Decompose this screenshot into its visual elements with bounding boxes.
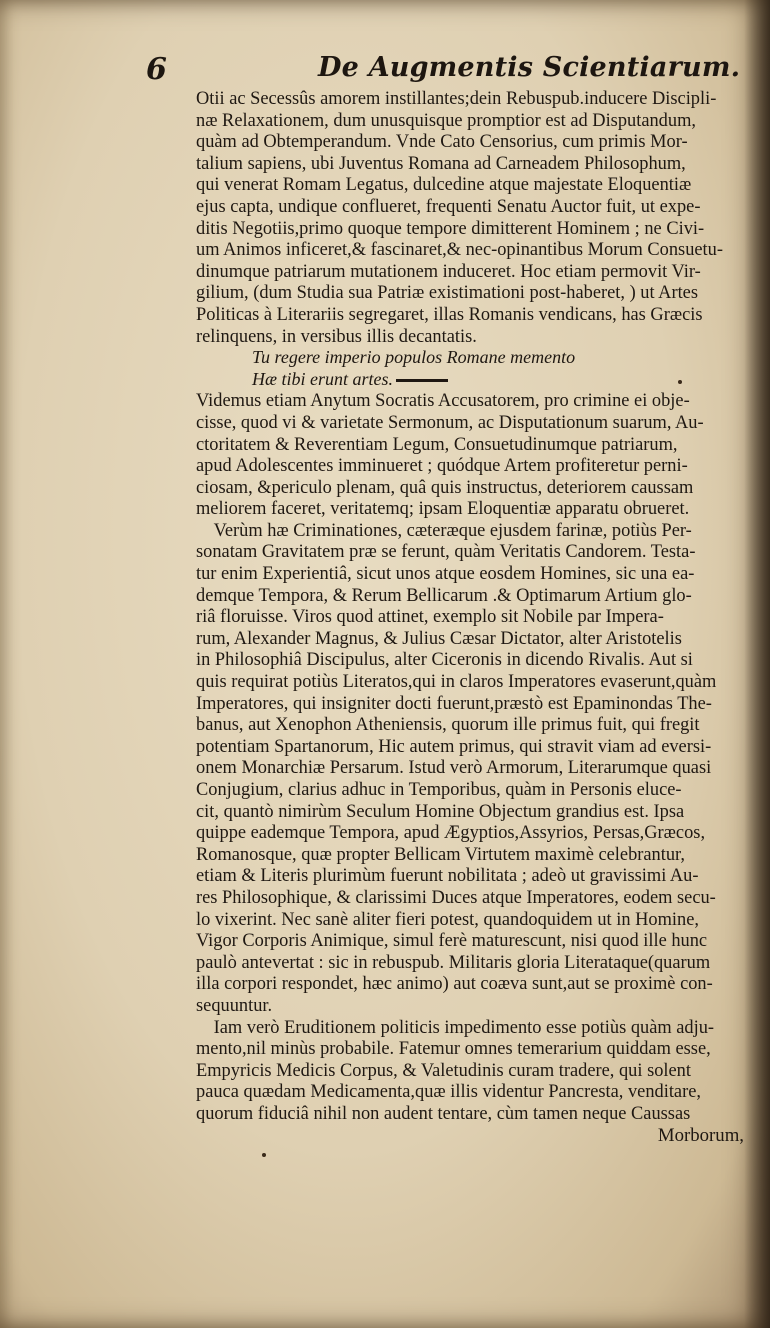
- text-line: demque Tempora, & Rerum Bellicarum .& Optimarum Artium glo-: [196, 584, 692, 606]
- text-line: Romanosque, quæ propter Bellicam Virtutem maximè celebrantur,: [196, 843, 686, 865]
- paragraph-start: Verùm hæ Criminationes, cæteræque ejusdem farinæ, potiùs Per-: [213, 519, 692, 541]
- verse-text: Tu regere imperio populos Romane memento: [252, 347, 576, 368]
- text-line: in Philosophiâ Discipulus, alter Ciceronis in dicendo Rivalis. Aut si: [196, 649, 693, 671]
- text-line: quorum fiduciâ nihil non audent tentare, cùm tamen neque Caussas: [196, 1102, 691, 1124]
- text-line: res Philosophique, & clarissimi Duces atque Imperatores, eodem secu-: [196, 886, 716, 908]
- running-title: De Augmentis Scientiarum.: [318, 52, 741, 83]
- text-line: Conjugium, clarius adhuc in Temporibus, quàm in Personis eluce-: [196, 779, 682, 800]
- text-line: gilium, (dum Studia sua Patriæ existimationi post-haberet, ) ut Artes: [196, 282, 699, 304]
- text-line: qui venerat Romam Legatus, dulcedine atque majestate Eloquentiæ: [196, 174, 692, 196]
- text-line: tur enim Experientiâ, sicut unos atque eosdem Homines, sic una ea-: [196, 563, 695, 585]
- text-line: banus, aut Xenophon Atheniensis, quorum ille primus fuit, qui fregit: [196, 714, 700, 736]
- text-line: onem Monarchiæ Persarum. Istud verò Armorum, Literarumque quasi: [196, 757, 712, 779]
- text-line: quippe eademque Tempora, apud Ægyptios,Assyrios, Persas,Græcos,: [196, 822, 706, 844]
- text-line: etiam & Literis plurimùm fuerunt nobilitata ; adeò ut gravissimi Au-: [196, 865, 699, 887]
- rule-line: [396, 379, 448, 382]
- text-line: cit, quantò nimirùm Seculum Homine Objectum grandius est. Ipsa: [196, 800, 685, 822]
- paragraph-start: Iam verò Eruditionem politicis impedimento esse potiùs quàm adju-: [213, 1016, 715, 1038]
- text-line: paulò antevertat : sic in rebuspub. Militaris gloria Literataque(quarum: [196, 951, 711, 973]
- text-line: Videmus etiam Anytum Socratis Accusatorem, pro crimine ei obje-: [196, 390, 690, 412]
- text-line: ctoritatem & Reverentiam Legum, Consuetudinumque patriarum,: [196, 433, 678, 455]
- text-line: sequuntur.: [196, 994, 273, 1016]
- text-line: ciosam, &periculo plenam, quâ quis instructus, deteriorem caussam: [196, 476, 694, 498]
- text-line: næ Relaxationem, dum unusquisque promptior est ad Disputandum,: [196, 109, 696, 131]
- text-line: potentiam Spartanorum, Hic autem primus, qui stravit viam ad eversi-: [196, 735, 712, 757]
- verse-line: [196, 347, 756, 369]
- text-line: Imperatores, qui insigniter docti fuerunt,præstò est Epaminondas The-: [196, 692, 712, 714]
- text-line: Vigor Corporis Animique, simul ferè maturescunt, nisi quod ille hunc: [196, 930, 708, 952]
- text-line: dinumque patriarum mutationem induceret. Hoc etiam permovit Vir-: [196, 260, 701, 282]
- text-line: sonatam Gravitatem præ se ferunt, quàm Veritatis Candorem. Testa-: [196, 541, 696, 563]
- text-line: Empyricis Medicis Corpus, & Valetudinis curam tradere, qui solent: [196, 1059, 691, 1081]
- text-line: quàm ad Obtemperandum. Vnde Cato Censorius, cum primis Mor-: [196, 131, 688, 153]
- text-line: riâ floruisse. Viros quod attinet, exemplo sit Nobile par Impera-: [196, 606, 664, 628]
- text-line: pauca quædam Medicamenta,quæ illis videntur Pancresta, venditare,: [196, 1081, 701, 1103]
- text-line: um Animos inficeret,& fascinaret,& nec-opinantibus Morum Consuetu-: [196, 239, 723, 261]
- ink-spot: [262, 1153, 266, 1157]
- text-line: lo vixerint. Nec sanè aliter fieri potest, quandoquidem ut in Homine,: [196, 908, 699, 930]
- text-line: Otii ac Secessûs amorem instillantes;dein Rebuspub.inducere Discipli-: [196, 88, 717, 109]
- text-line: talium sapiens, ubi Juventus Romana ad Carneadem Philosophum,: [196, 152, 686, 174]
- text-line: mento,nil minùs probabile. Fatemur omnes temerarium quiddam esse,: [196, 1038, 711, 1060]
- text-line: cisse, quod vi & varietate Sermonum, ac Disputationum suarum, Au-: [196, 411, 704, 433]
- text-line: meliorem faceret, veritatemq; ipsam Eloquentiæ apparatu obrueret.: [196, 498, 690, 520]
- verse-text: Hæ tibi erunt artes.: [252, 368, 394, 389]
- text-line: illa corpori respondet, hæc animo) aut coæva sunt,aut se proximè con-: [196, 973, 713, 995]
- ink-spot: [678, 380, 682, 384]
- text-line: quis requirat potiùs Literatos,qui in claros Imperatores evaserunt,quàm: [196, 671, 717, 693]
- text-line: Politicas à Literariis segregaret, illas Romanis vendicans, has Græcis: [196, 303, 703, 325]
- text-line: ejus capta, undique conflueret, frequenti Senatu Auctor fuit, ut expe-: [196, 195, 701, 217]
- catchword: Morborum,: [657, 1124, 744, 1146]
- page-header: [0, 52, 770, 92]
- page-number: 6: [146, 52, 167, 87]
- text-line: rum, Alexander Magnus, & Julius Cæsar Dictator, alter Aristotelis: [196, 627, 682, 649]
- text-line: apud Adolescentes imminueret ; quódque Artem profiteretur perni-: [196, 455, 688, 477]
- text-block: [196, 88, 756, 1146]
- text-line: ditis Negotiis,primo quoque tempore dimitterent Hominem ; ne Civi-: [196, 217, 705, 239]
- verse-line: [196, 369, 756, 391]
- text-line: relinquens, in versibus illis decantatis.: [196, 325, 477, 347]
